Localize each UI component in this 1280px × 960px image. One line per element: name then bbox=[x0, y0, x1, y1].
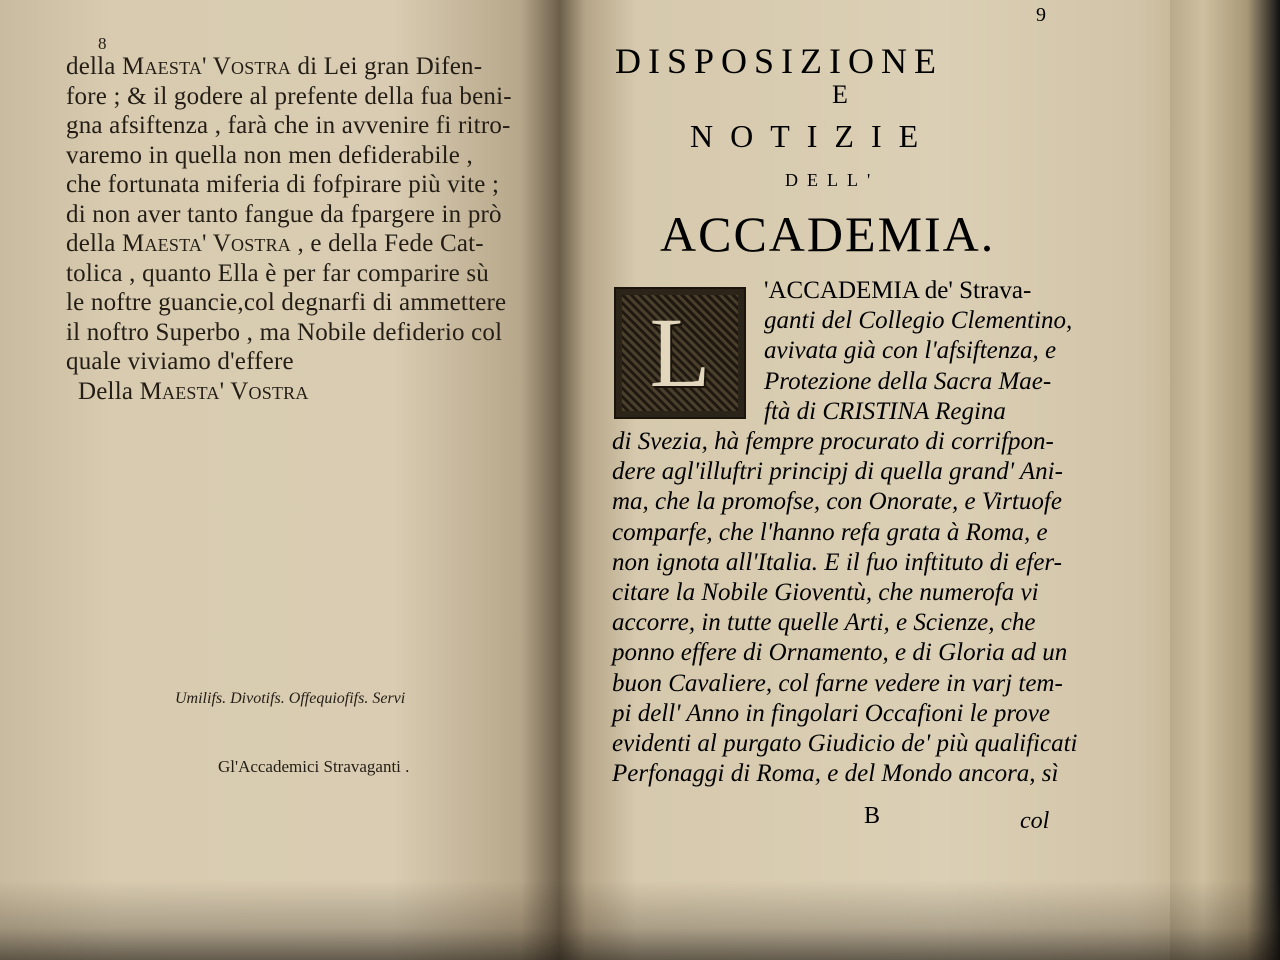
text-run: le noftre guancie,col degnarfi di ammettere bbox=[66, 289, 507, 316]
right-page-text bbox=[612, 276, 1077, 789]
text-line bbox=[66, 259, 512, 289]
title-disposizione: DISPOSIZIONE bbox=[615, 41, 944, 81]
text-run: gna afsiftenza , farà che in avvenire fi ritro- bbox=[66, 112, 511, 139]
text-run: , e della Fede Cat- bbox=[291, 230, 484, 257]
page-number-left: 8 bbox=[98, 34, 107, 53]
text-line: buon Cavaliere, col farne vedere in varj tem- bbox=[612, 669, 1063, 697]
title-notizie: NOTIZIE bbox=[690, 118, 936, 154]
text-line bbox=[66, 288, 512, 318]
text-run: il noftro Superbo , ma Nobile defiderio col bbox=[66, 318, 503, 346]
title-conjunction: E bbox=[832, 80, 848, 109]
text-line: di Svezia, hà fempre procurato di corrifpon- bbox=[612, 428, 1054, 456]
signature-mark: B bbox=[864, 803, 881, 829]
title-dell: DELL' bbox=[785, 170, 880, 190]
bottom-shadow bbox=[0, 880, 1280, 960]
text-run: della bbox=[66, 53, 123, 80]
text-line: comparfe, che l'hanno refa grata à Roma, e bbox=[612, 518, 1048, 546]
text-line bbox=[66, 377, 512, 407]
majesty-title: Maesta' Vostra bbox=[139, 377, 309, 405]
text-line: ftà di CRISTINA Regina bbox=[764, 397, 1006, 425]
text-run: di Lei gran Difen- bbox=[291, 53, 483, 80]
text-line bbox=[66, 82, 512, 112]
title-accademia: ACCADEMIA. bbox=[660, 206, 996, 262]
majesty-title: Maesta' Vostra bbox=[122, 230, 292, 257]
text-line: accorre, in tutte quelle Arti, e Scienze, che bbox=[612, 609, 1036, 637]
page-edges bbox=[1170, 0, 1280, 960]
text-line bbox=[66, 229, 512, 259]
text-run: fore ; & il godere al prefente della fua beni- bbox=[66, 82, 512, 110]
text-line: Perfonaggi di Roma, e del Mondo ancora, sì bbox=[612, 760, 1059, 788]
text-line: evidenti al purgato Giudicio de' più qualificati bbox=[612, 730, 1078, 758]
text-line bbox=[66, 170, 512, 200]
left-page-text bbox=[66, 52, 512, 406]
text-run: Della bbox=[78, 377, 140, 405]
text-line: Protezione della Sacra Mae- bbox=[764, 367, 1052, 395]
text-run: di non aver tanto fangue da fpargere in prò bbox=[66, 200, 502, 228]
text-line bbox=[66, 141, 512, 171]
left-page bbox=[0, 0, 560, 960]
page-number-right: 9 bbox=[1036, 4, 1046, 26]
text-line: ma, che la promofse, con Onorate, e Virtuofe bbox=[612, 488, 1062, 516]
text-line: citare la Nobile Gioventù, che numerofa vi bbox=[612, 579, 1039, 607]
text-run: che fortunata miferia di fofpirare più vite ; bbox=[66, 171, 500, 198]
text-line bbox=[66, 200, 512, 230]
text-line: ganti del Collegio Clementino, bbox=[764, 307, 1073, 335]
signatory: Gl'Accademici Stravaganti . bbox=[218, 757, 410, 776]
initial-letter: L bbox=[649, 297, 711, 408]
text-line: 'ACCADEMIA de' Strava- bbox=[764, 277, 1032, 304]
majesty-title: Maesta' Vostra bbox=[122, 53, 292, 80]
catchword: col bbox=[1020, 808, 1050, 834]
text-run: quale viviamo d'effere bbox=[66, 348, 294, 375]
text-line: dere agl'illuftri principj di quella grand' Ani- bbox=[612, 458, 1063, 486]
text-line: pi dell' Anno in fingolari Occafioni le prove bbox=[612, 699, 1050, 727]
text-line bbox=[66, 318, 512, 348]
text-line: ponno effere di Ornamento, e di Gloria ad un bbox=[612, 639, 1068, 667]
text-run: tolica , quanto Ella è per far comparire sù bbox=[66, 259, 490, 287]
text-line: non ignota all'Italia. E il fuo inftituto di efer- bbox=[612, 548, 1062, 576]
text-line bbox=[66, 111, 512, 141]
text-line bbox=[66, 52, 512, 82]
text-line: avivata già con l'afsiftenza, e bbox=[764, 337, 1057, 365]
text-run: varemo in quella non men defiderabile , bbox=[66, 141, 473, 169]
text-run: della bbox=[66, 230, 123, 257]
signature-line: Umilifs. Divotifs. Offequiofifs. Servi bbox=[175, 690, 406, 707]
text-line bbox=[66, 347, 512, 377]
